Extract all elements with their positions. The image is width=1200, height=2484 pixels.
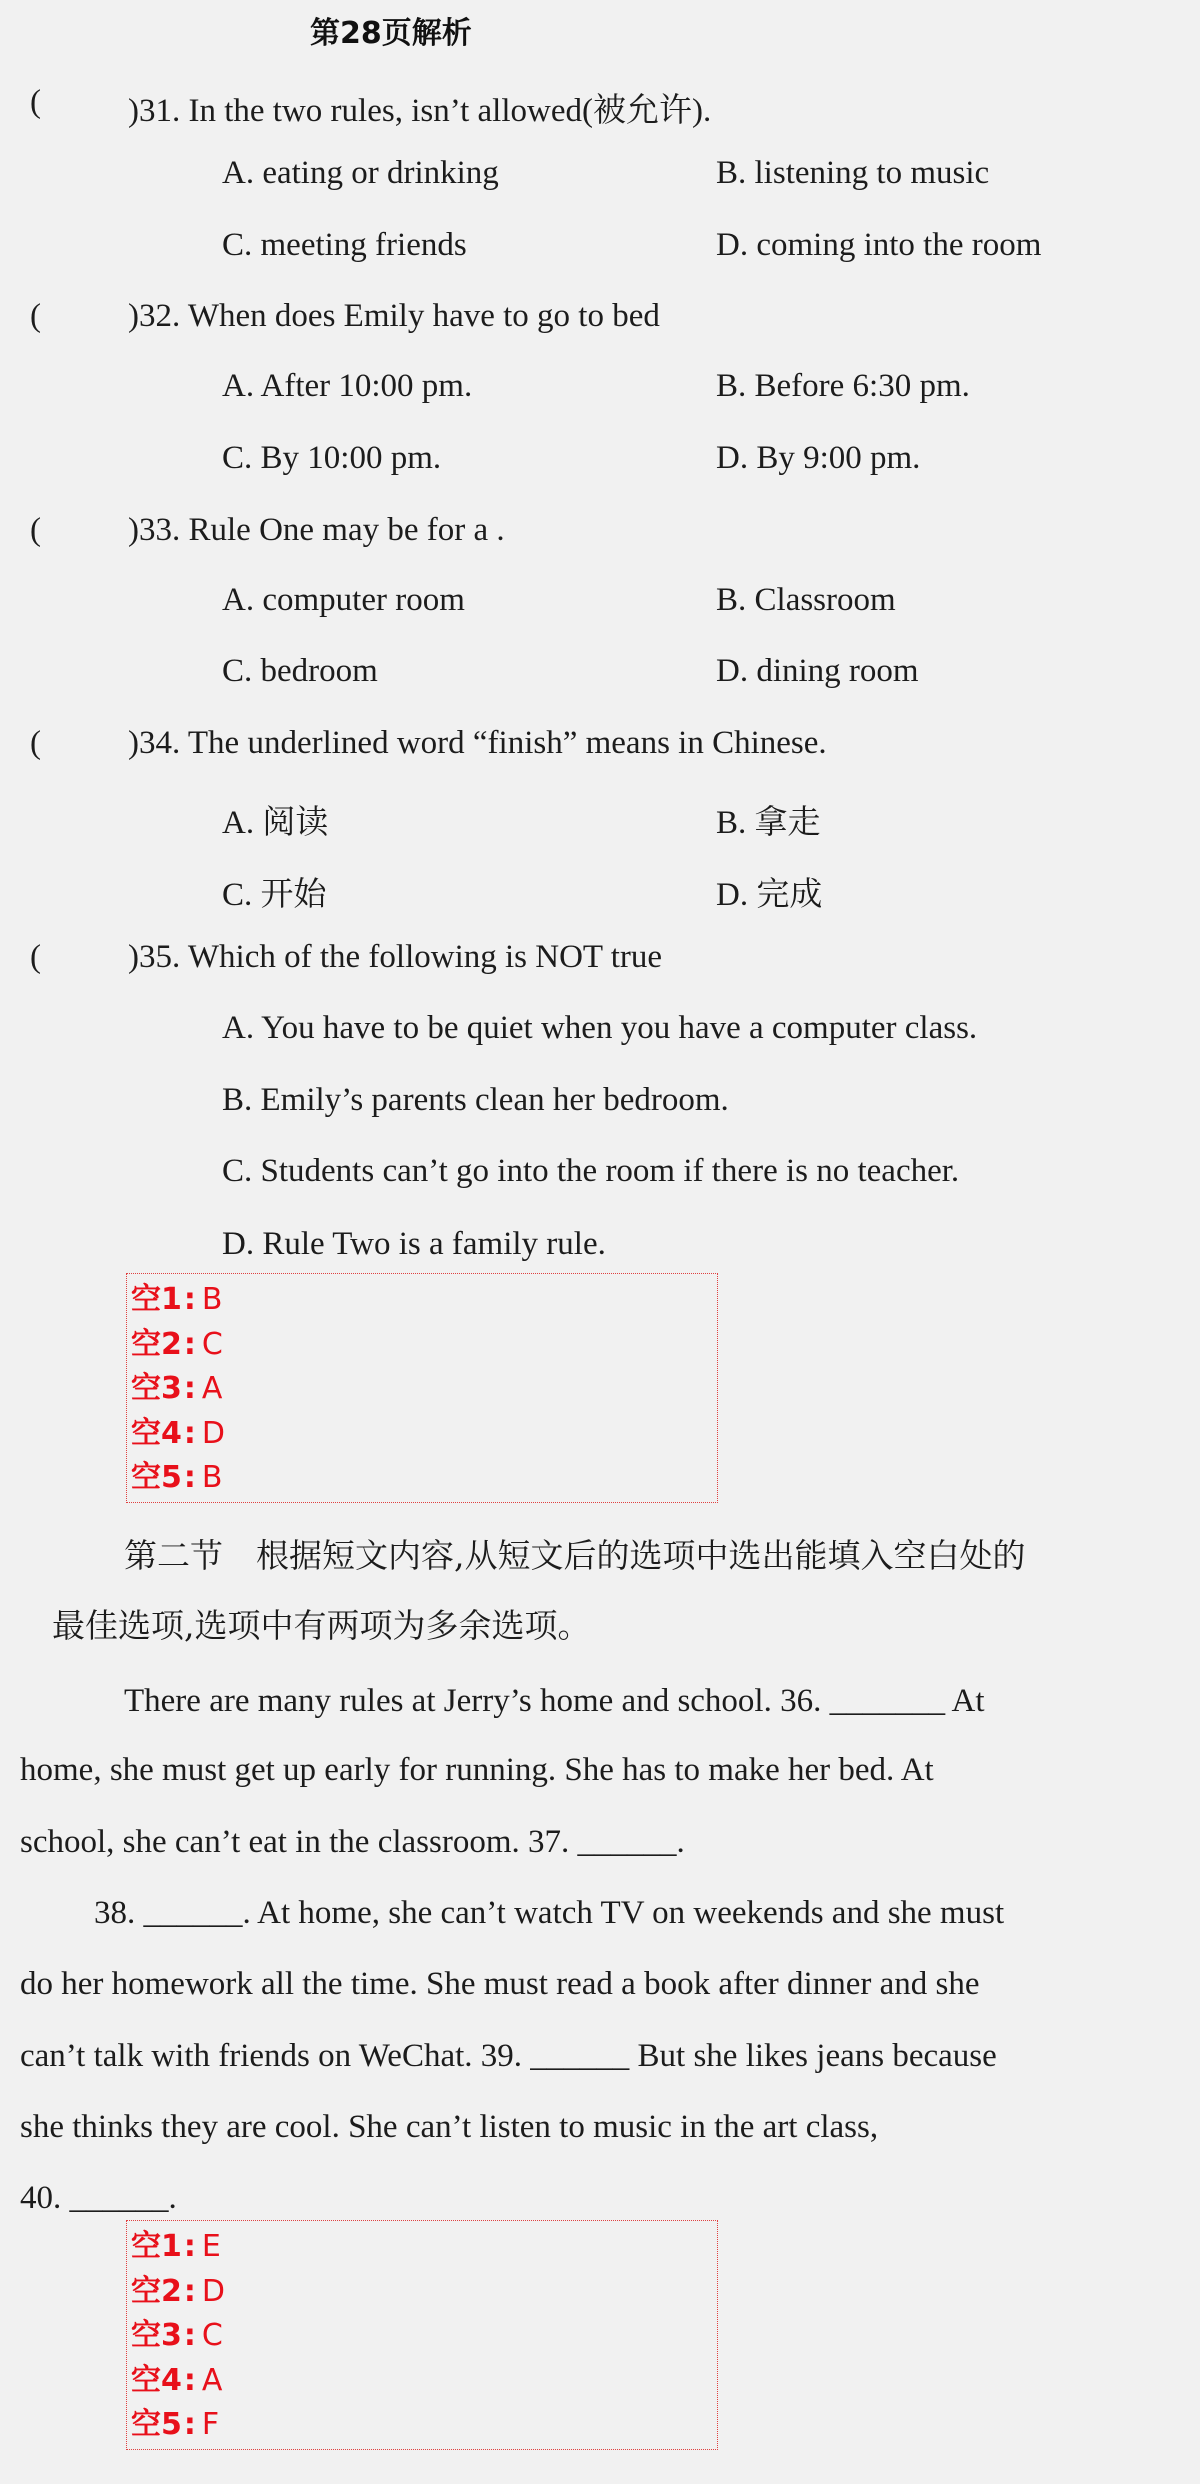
answer-separator: : [183,1460,196,1495]
answer-line [131,2270,717,2315]
question-stem: )35. Which of the following is NOT true [128,939,663,975]
answer-line [131,1323,717,1368]
answer-label: 空5 [131,2407,182,2442]
page-title: 第28页解析 [310,16,472,51]
answer-value: B [201,1460,223,1495]
passage-line: do her homework all the time. She must read a book after dinner and she [20,1966,980,2002]
option-b: B. 拿走 [716,805,821,841]
answer-separator: : [183,1282,196,1317]
answer-separator: : [183,2362,196,2398]
option-c: C. meeting friends [222,227,467,263]
option-b: B. Before 6:30 pm. [716,368,970,404]
answer-separator: : [183,1415,196,1451]
answer-value: A [201,1371,223,1406]
answer-value: D [201,1415,225,1451]
answer-line [131,2403,717,2448]
answer-line [131,1367,717,1412]
answer-separator: : [183,2407,196,2442]
passage-line: school, she can’t eat in the classroom. 37. ______. [20,1824,685,1860]
answer-line [131,2359,717,2404]
answer-line [131,2314,717,2359]
passage-line: can’t talk with friends on WeChat. 39. ______ But she likes jeans because [20,2038,997,2074]
option-a: A. 阅读 [222,805,329,841]
answer-paren: ( [30,512,41,548]
answer-value: C [201,2318,223,2353]
answer-value: A [201,2362,223,2398]
answer-label: 空2 [131,2273,182,2309]
answer-label: 空2 [131,1326,182,1362]
answer-paren: ( [30,298,41,334]
option-d: D. dining room [716,653,919,689]
passage-line: There are many rules at Jerry’s home and school. 36. _______ At [124,1683,985,1719]
section-heading: 第二节 根据短文内容,从短文后的选项中选出能填入空白处的 [124,1536,1026,1575]
answer-label: 空3 [131,1371,182,1406]
passage-line: 38. ______. At home, she can’t watch TV on weekends and she must [94,1895,1005,1931]
answer-value: F [201,2407,220,2442]
option-d: D. By 9:00 pm. [716,440,921,476]
option-b: B. Classroom [716,582,896,618]
option-c: C. Students can’t go into the room if there is no teacher. [222,1153,960,1189]
answer-value: C [201,1326,223,1362]
answer-box [126,2220,718,2450]
answer-value: B [201,1282,223,1317]
option-a: A. computer room [222,582,465,618]
passage-line: she thinks they are cool. She can’t listen to music in the art class, [20,2109,879,2145]
answer-label: 空1 [131,1282,182,1317]
answer-line [131,1412,717,1457]
answer-paren: ( [30,725,41,761]
answer-line [131,1278,717,1323]
question-stem: )31. In the two rules, isn’t allowed(被允许). [128,93,712,129]
answer-separator: : [183,1371,196,1406]
answer-line [131,2225,717,2270]
passage-line: 40. ______. [20,2180,177,2216]
answer-paren: ( [30,939,41,975]
answer-separator: : [183,2229,196,2264]
answer-line [131,1456,717,1501]
answer-label: 空1 [131,2229,182,2264]
option-c: C. 开始 [222,877,327,913]
option-b: B. Emily’s parents clean her bedroom. [222,1082,729,1118]
option-b: B. listening to music [716,155,990,191]
answer-separator: : [183,2273,196,2309]
answer-separator: : [183,2318,196,2353]
answer-label: 空5 [131,1460,182,1495]
option-d: D. 完成 [716,877,823,913]
answer-label: 空4 [131,1415,182,1451]
question-stem: )34. The underlined word “finish” means in Chinese. [128,725,827,761]
option-a: A. eating or drinking [222,155,499,191]
option-c: C. By 10:00 pm. [222,440,442,476]
option-a: A. After 10:00 pm. [222,368,473,404]
option-d: D. Rule Two is a family rule. [222,1226,606,1262]
question-stem: )33. Rule One may be for a . [128,512,505,548]
option-a: A. You have to be quiet when you have a computer class. [222,1010,978,1046]
answer-box [126,1273,718,1503]
answer-label: 空3 [131,2318,182,2353]
option-d: D. coming into the room [716,227,1042,263]
answer-value: D [201,2273,225,2309]
answer-label: 空4 [131,2362,182,2398]
answer-separator: : [183,1326,196,1362]
answer-paren: ( [30,84,41,120]
question-stem: )32. When does Emily have to go to bed [128,298,660,334]
option-c: C. bedroom [222,653,378,689]
section-heading-continued: 最佳选项,选项中有两项为多余选项。 [52,1606,591,1645]
answer-value: E [201,2229,221,2264]
passage-line: home, she must get up early for running. She has to make her bed. At [20,1752,934,1788]
